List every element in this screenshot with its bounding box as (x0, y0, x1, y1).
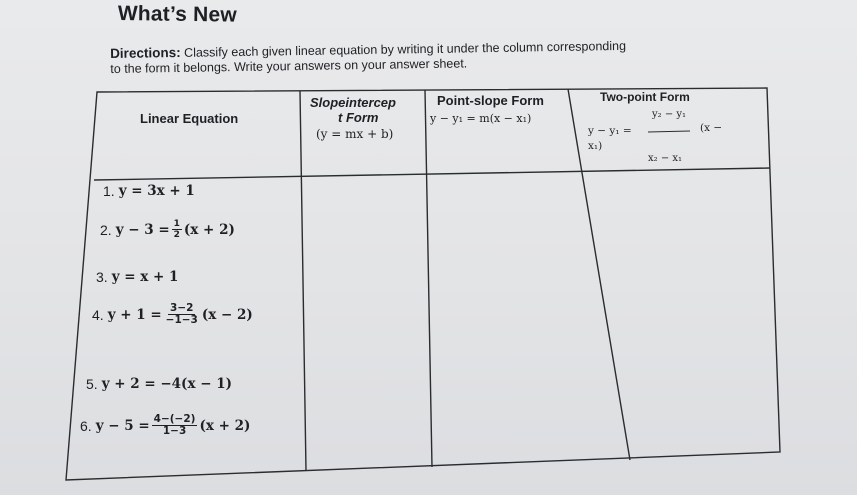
equation-fraction (164, 303, 200, 326)
two-point-numerator: y₂ − y₁ (652, 109, 687, 120)
two-point-left: y − y₁ = (588, 125, 632, 137)
fraction-denominator: −1−3 (165, 314, 198, 326)
page-title: What’s New (117, 2, 238, 27)
equation-number: 1. (103, 183, 115, 199)
point-slope-formula: y − y₁ = m(x − x₁) (430, 112, 532, 125)
equation-fraction (172, 219, 182, 240)
equation-number: 5. (86, 376, 98, 392)
equation-rhs: (x + 2) (183, 221, 235, 238)
equation-lhs: y + 1 = (107, 306, 162, 323)
fraction-numerator: 1 (173, 219, 180, 229)
equation-number: 2. (100, 221, 112, 238)
directions-line-2: to the form it belongs. Write your answers on your answer sheet. (110, 56, 468, 76)
equation-row-4 (92, 303, 253, 326)
equation-fraction (152, 414, 198, 437)
header-slope-intercept-2: t Form (338, 110, 379, 125)
two-point-x1: x₁) (588, 140, 603, 152)
header-two-point: Two-point Form (600, 90, 690, 104)
equation-row-1 (103, 183, 195, 199)
equation-text: y = x + 1 (111, 269, 179, 285)
equation-rhs: (x + 2) (199, 417, 251, 434)
directions-line-1: Classify each given linear equation by writing it under the column corresponding (184, 38, 627, 60)
two-point-denominator: x₂ − x₁ (648, 153, 683, 164)
equation-text: y = 3x + 1 (118, 183, 195, 199)
header-linear-equation: Linear Equation (140, 111, 239, 126)
column-divider-2 (425, 90, 432, 467)
two-point-fraction-bar (648, 131, 690, 132)
directions-label: Directions: (110, 44, 181, 61)
fraction-denominator: 1−3 (162, 425, 187, 437)
equation-row-3 (96, 269, 178, 285)
equation-text: y + 2 = −4(x − 1) (101, 376, 232, 392)
equation-lhs: y − 3 = (115, 221, 170, 238)
equation-number: 4. (92, 306, 104, 323)
fraction-denominator: 2 (173, 230, 180, 240)
header-divider (94, 168, 770, 180)
header-slope-intercept-1: Slopeintercep (310, 95, 396, 110)
fraction-numerator: 3−2 (170, 302, 194, 314)
equation-lhs: y − 5 = (95, 417, 150, 434)
two-point-right: (x − (700, 122, 723, 134)
header-point-slope: Point-slope Form (437, 93, 544, 108)
column-divider-1 (300, 91, 306, 471)
fraction-numerator: 4−(−2) (153, 413, 196, 425)
equation-number: 3. (96, 269, 108, 285)
equation-number: 6. (80, 417, 92, 434)
equation-rhs: (x − 2) (201, 306, 253, 323)
equation-row-5 (86, 376, 232, 392)
slope-intercept-formula: (y = mx + b) (316, 127, 394, 141)
equation-row-6 (80, 414, 250, 437)
equation-row-2 (100, 219, 235, 240)
